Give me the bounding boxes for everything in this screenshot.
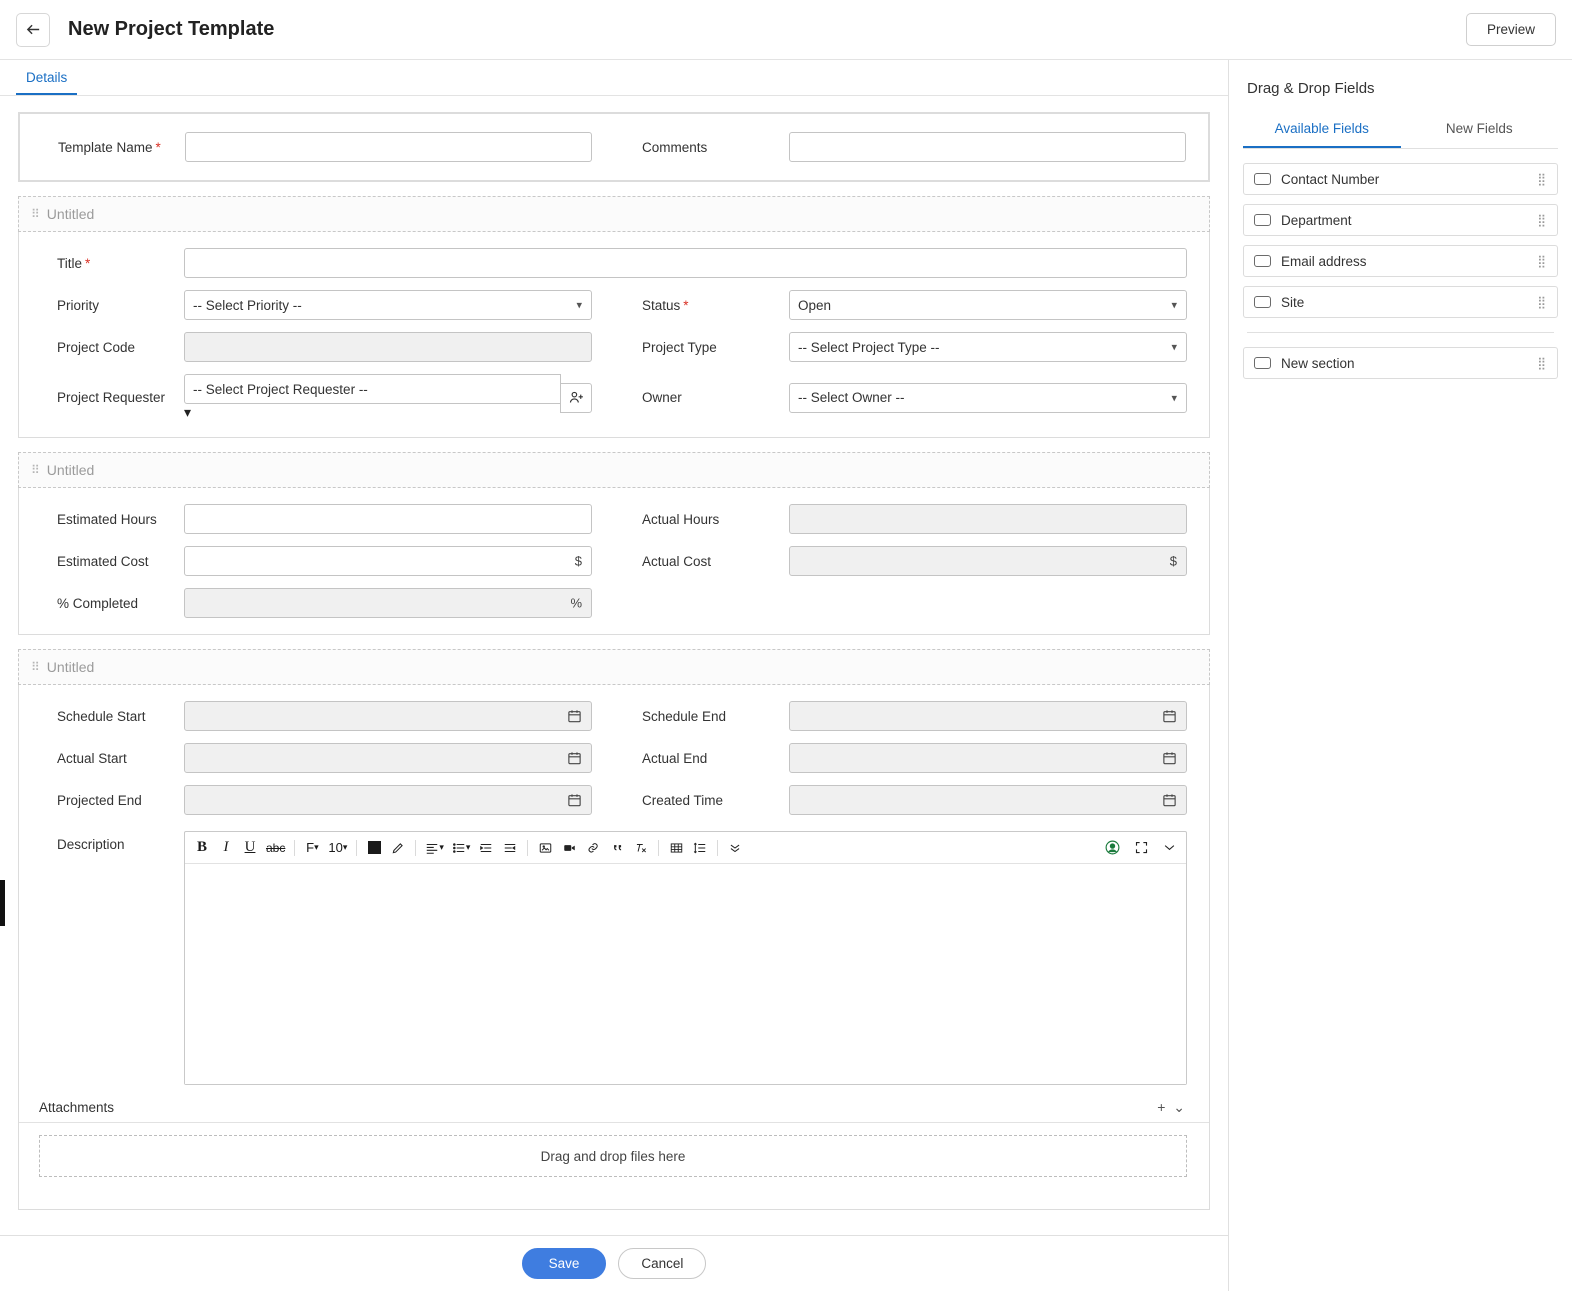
bold-button[interactable]: B	[196, 839, 207, 855]
toolbar-divider	[658, 840, 659, 856]
font-size-label: 10	[328, 840, 343, 855]
insert-link-button[interactable]	[582, 836, 604, 860]
fullscreen-button[interactable]	[1130, 836, 1152, 860]
calendar-icon[interactable]	[567, 793, 582, 808]
toolbar-divider	[294, 840, 295, 856]
schedule-end-control	[789, 701, 1209, 731]
owner-field	[614, 383, 1209, 413]
title-row	[19, 248, 1209, 278]
double-chevron-down-icon	[728, 843, 742, 853]
field-label: Department	[1281, 212, 1352, 228]
project-type-field	[614, 332, 1209, 362]
color-swatch-icon	[368, 841, 381, 854]
field-item-department[interactable]	[1243, 204, 1558, 236]
available-fields-list	[1229, 149, 1572, 388]
drag-handle-icon[interactable]: ⣿	[1537, 213, 1547, 227]
attachments-label: Attachments	[39, 1100, 115, 1115]
project-requester-field	[19, 374, 614, 421]
line-spacing-icon	[693, 841, 707, 855]
estimated-cost-currency-suffix: $	[574, 553, 582, 569]
toolbar-divider	[415, 840, 416, 856]
priority-control	[184, 290, 614, 320]
editor-toolbar-right	[1101, 836, 1180, 860]
calendar-icon[interactable]	[567, 709, 582, 724]
title-field	[19, 248, 1209, 278]
drag-handle-icon[interactable]: ⣿	[1537, 356, 1547, 370]
percent-suffix: %	[570, 595, 582, 611]
tab-new-fields[interactable]: New Fields	[1445, 121, 1513, 136]
required-marker: *	[85, 255, 91, 271]
chevron-down-icon: ▾	[184, 404, 192, 420]
highlight-button[interactable]	[387, 836, 409, 860]
project-code-field	[19, 332, 614, 362]
form-footer	[0, 1235, 1228, 1291]
actual-hours-control	[789, 504, 1209, 534]
drag-handle-icon[interactable]: ⠿	[31, 207, 39, 221]
section-2-body	[18, 488, 1210, 635]
created-time-field	[614, 785, 1209, 815]
drag-handle-icon[interactable]: ⣿	[1537, 295, 1547, 309]
created-time-label: Created Time	[642, 792, 724, 808]
page-title: New Project Template	[68, 18, 275, 40]
priority-status-row	[19, 290, 1209, 320]
actual-cost-control	[789, 546, 1209, 576]
field-label: New section	[1281, 355, 1355, 371]
text-color-button[interactable]	[363, 836, 385, 860]
attachments-header	[19, 1099, 1209, 1123]
strikethrough-button[interactable]: abc	[266, 840, 286, 855]
template-name-control	[185, 132, 614, 162]
section-1-title: Untitled	[46, 206, 95, 222]
underline-button[interactable]: U	[244, 839, 256, 855]
priority-label: Priority	[57, 297, 100, 313]
percent-completed-control	[184, 588, 614, 618]
percent-completed-label: % Completed	[57, 595, 139, 611]
text-field-icon	[1254, 296, 1271, 308]
projected-end-control	[184, 785, 614, 815]
collapse-toolbar-button[interactable]	[1158, 836, 1180, 860]
schedule-start-label: Schedule Start	[57, 708, 146, 724]
schedule-end-input[interactable]	[789, 701, 1187, 731]
project-requester-label: Project Requester	[57, 390, 166, 405]
template-name-input[interactable]	[185, 132, 592, 162]
field-item-contact-number[interactable]	[1243, 163, 1558, 195]
attachment-dropzone[interactable]: Drag and drop files here	[39, 1135, 1187, 1177]
created-time-control	[789, 785, 1209, 815]
video-icon	[562, 841, 577, 855]
image-icon	[538, 841, 553, 855]
owner-select[interactable]	[789, 383, 1187, 413]
title-label-text: Title	[57, 255, 83, 271]
text-field-icon	[1254, 173, 1271, 185]
fullscreen-icon	[1134, 840, 1149, 855]
estimated-cost-label: Estimated Cost	[57, 553, 149, 569]
estimated-cost-input[interactable]	[184, 546, 592, 576]
description-editor-wrap	[184, 831, 1209, 1085]
percent-completed-input[interactable]	[184, 588, 592, 618]
tab-details[interactable]: Details	[16, 64, 77, 95]
section-3-title: Untitled	[46, 659, 95, 675]
calendar-icon[interactable]	[1162, 751, 1177, 766]
template-name-label	[20, 140, 185, 155]
editor-toolbar	[185, 832, 1186, 864]
project-type-select[interactable]	[789, 332, 1187, 362]
drag-drop-panel	[1229, 60, 1572, 1291]
created-time-input[interactable]	[789, 785, 1187, 815]
cost-row	[19, 546, 1209, 576]
toolbar-divider	[356, 840, 357, 856]
chevron-down-icon: ▾	[1171, 299, 1177, 312]
percent-completed-field	[19, 588, 614, 618]
arrow-left-icon	[25, 21, 42, 38]
tab-available-fields[interactable]: Available Fields	[1243, 111, 1401, 148]
field-item-site[interactable]	[1243, 286, 1558, 318]
template-name-label-text: Template Name	[58, 139, 153, 155]
text-field-icon	[1254, 214, 1271, 226]
estimated-hours-input[interactable]	[184, 504, 592, 534]
actual-hours-field	[614, 504, 1209, 534]
actual-hours-input[interactable]	[789, 504, 1187, 534]
status-label	[614, 298, 789, 313]
template-info-body	[19, 113, 1209, 181]
mention-button[interactable]	[1101, 836, 1124, 860]
projected-created-row	[19, 785, 1209, 815]
drag-drop-title: Drag & Drop Fields	[1247, 80, 1375, 97]
percent-row	[19, 588, 1209, 618]
actual-start-control	[184, 743, 614, 773]
drag-handle-icon[interactable]: ⣿	[1537, 254, 1547, 268]
insert-image-button[interactable]	[534, 836, 556, 860]
cancel-button[interactable]: Cancel	[618, 1248, 706, 1279]
status-select[interactable]	[789, 290, 1187, 320]
projected-end-input[interactable]	[184, 785, 592, 815]
schedule-end-label: Schedule End	[642, 708, 727, 724]
add-requester-button[interactable]	[560, 383, 592, 413]
status-field	[614, 290, 1209, 320]
add-user-icon	[568, 389, 585, 406]
quote-button[interactable]	[606, 836, 628, 860]
drag-handle-icon[interactable]: ⣿	[1537, 172, 1547, 186]
owner-control	[789, 383, 1209, 413]
align-button[interactable]: ▾	[422, 836, 447, 860]
pen-icon	[391, 841, 405, 855]
status-control	[789, 290, 1209, 320]
project-requester-select[interactable]	[184, 374, 561, 404]
estimated-hours-label: Estimated Hours	[57, 511, 157, 527]
rich-text-editor	[184, 831, 1187, 1085]
comments-input[interactable]	[789, 132, 1186, 162]
actual-start-input[interactable]	[184, 743, 592, 773]
project-code-label: Project Code	[57, 339, 136, 355]
template-info-panel	[18, 112, 1210, 182]
italic-button[interactable]: I	[223, 839, 229, 855]
actual-cost-input[interactable]	[789, 546, 1187, 576]
estimated-cost-control	[184, 546, 614, 576]
tab-bar	[0, 60, 1228, 96]
title-input[interactable]	[184, 248, 1187, 278]
field-label: Email address	[1281, 253, 1367, 269]
indent-button[interactable]	[475, 836, 497, 860]
actual-dates-row	[19, 743, 1209, 773]
required-marker: *	[155, 139, 161, 155]
actual-start-label: Actual Start	[57, 750, 127, 766]
calendar-icon[interactable]	[1162, 793, 1177, 808]
actual-end-field	[614, 743, 1209, 773]
template-name-field	[20, 132, 614, 162]
template-info-row	[20, 132, 1208, 162]
project-type-control	[789, 332, 1209, 362]
section-3-body	[18, 685, 1210, 1210]
font-family-button[interactable]: F ▾	[306, 840, 319, 855]
estimated-cost-field	[19, 546, 614, 576]
outdent-icon	[503, 841, 517, 855]
actual-end-control	[789, 743, 1209, 773]
projected-end-label: Projected End	[57, 792, 142, 808]
requester-owner-row	[19, 374, 1209, 421]
chevron-down-icon: ▾	[1171, 392, 1177, 404]
panel-divider	[1247, 332, 1554, 333]
blockquote-icon	[610, 841, 624, 855]
clear-format-button[interactable]	[630, 836, 652, 860]
title-control	[184, 248, 1209, 278]
app-body	[0, 60, 1572, 1291]
owner-label: Owner	[642, 390, 682, 405]
project-code-control	[184, 332, 614, 362]
font-family-label: F	[306, 840, 315, 855]
project-requester-select-wrap	[184, 374, 561, 421]
actual-cost-field	[614, 546, 1209, 576]
text-field-icon	[1254, 255, 1271, 267]
description-textarea[interactable]	[185, 864, 1186, 1084]
bulleted-list-icon	[452, 841, 466, 855]
hours-row	[19, 504, 1209, 534]
description-label: Description	[57, 837, 125, 852]
section-2-header[interactable]	[18, 452, 1210, 488]
clear-formatting-icon	[634, 841, 648, 855]
projected-end-field	[19, 785, 614, 815]
schedule-start-field	[19, 701, 614, 731]
schedule-row	[19, 701, 1209, 731]
field-label: Contact Number	[1281, 171, 1380, 187]
insert-table-button[interactable]	[665, 836, 687, 860]
title-label	[19, 256, 184, 271]
section-3-header[interactable]	[18, 649, 1210, 685]
link-icon	[586, 841, 600, 855]
more-options-button[interactable]	[724, 836, 746, 860]
description-row	[19, 831, 1209, 1085]
table-icon	[669, 841, 684, 855]
project-code-input[interactable]	[184, 332, 592, 362]
chevron-down-icon	[1162, 840, 1177, 855]
calendar-icon[interactable]	[567, 751, 582, 766]
estimated-hours-field	[19, 504, 614, 534]
section-1-header[interactable]	[18, 196, 1210, 232]
form-scroll-area	[0, 96, 1228, 1235]
estimated-hours-control	[184, 504, 614, 534]
drag-drop-tabs	[1243, 111, 1558, 149]
section-1-body	[18, 232, 1210, 438]
outdent-button[interactable]	[499, 836, 521, 860]
back-button[interactable]	[16, 13, 50, 47]
align-left-icon	[425, 841, 439, 855]
comments-label: Comments	[642, 139, 708, 155]
insert-video-button[interactable]	[558, 836, 580, 860]
code-type-row	[19, 332, 1209, 362]
schedule-start-control	[184, 701, 614, 731]
line-height-button[interactable]	[689, 836, 711, 860]
field-item-new-section[interactable]	[1243, 347, 1558, 379]
chevron-down-icon: ▾	[576, 299, 582, 312]
toolbar-divider	[717, 840, 718, 856]
toolbar-divider	[527, 840, 528, 856]
schedule-end-field	[614, 701, 1209, 731]
section-field-icon	[1254, 357, 1271, 369]
actual-start-field	[19, 743, 614, 773]
user-circle-icon	[1104, 839, 1121, 856]
actual-hours-label: Actual Hours	[642, 511, 720, 527]
calendar-icon[interactable]	[1162, 709, 1177, 724]
priority-select[interactable]	[184, 290, 592, 320]
field-label: Site	[1281, 294, 1305, 310]
add-attachment-label: +	[1157, 1099, 1168, 1115]
actual-end-label: Actual End	[642, 750, 708, 766]
priority-field	[19, 290, 614, 320]
font-size-button[interactable]: 10 ▾	[328, 840, 348, 855]
drag-handle-icon[interactable]: ⠿	[31, 463, 39, 477]
add-attachment-button[interactable]: + ⌄	[1157, 1099, 1187, 1115]
project-type-label: Project Type	[642, 339, 717, 355]
scroll-edge-artifact	[0, 880, 5, 926]
actual-end-input[interactable]	[789, 743, 1187, 773]
status-label-text: Status	[642, 297, 681, 313]
indent-icon	[479, 841, 493, 855]
project-requester-control	[184, 374, 614, 421]
save-button[interactable]: Save	[522, 1248, 607, 1279]
form-pane	[0, 60, 1229, 1291]
preview-button[interactable]: Preview	[1466, 13, 1556, 46]
comments-control	[789, 132, 1208, 162]
actual-cost-currency-suffix: $	[1169, 553, 1177, 569]
schedule-start-input[interactable]	[184, 701, 592, 731]
field-item-email-address[interactable]	[1243, 245, 1558, 277]
chevron-down-icon: ▾	[1171, 341, 1177, 354]
section-2-title: Untitled	[46, 462, 95, 478]
list-button[interactable]: ▾	[449, 836, 474, 860]
comments-field	[614, 132, 1208, 162]
drag-handle-icon[interactable]: ⠿	[31, 660, 39, 674]
required-marker: *	[683, 297, 689, 313]
app-header	[0, 0, 1572, 60]
actual-cost-label: Actual Cost	[642, 553, 712, 569]
